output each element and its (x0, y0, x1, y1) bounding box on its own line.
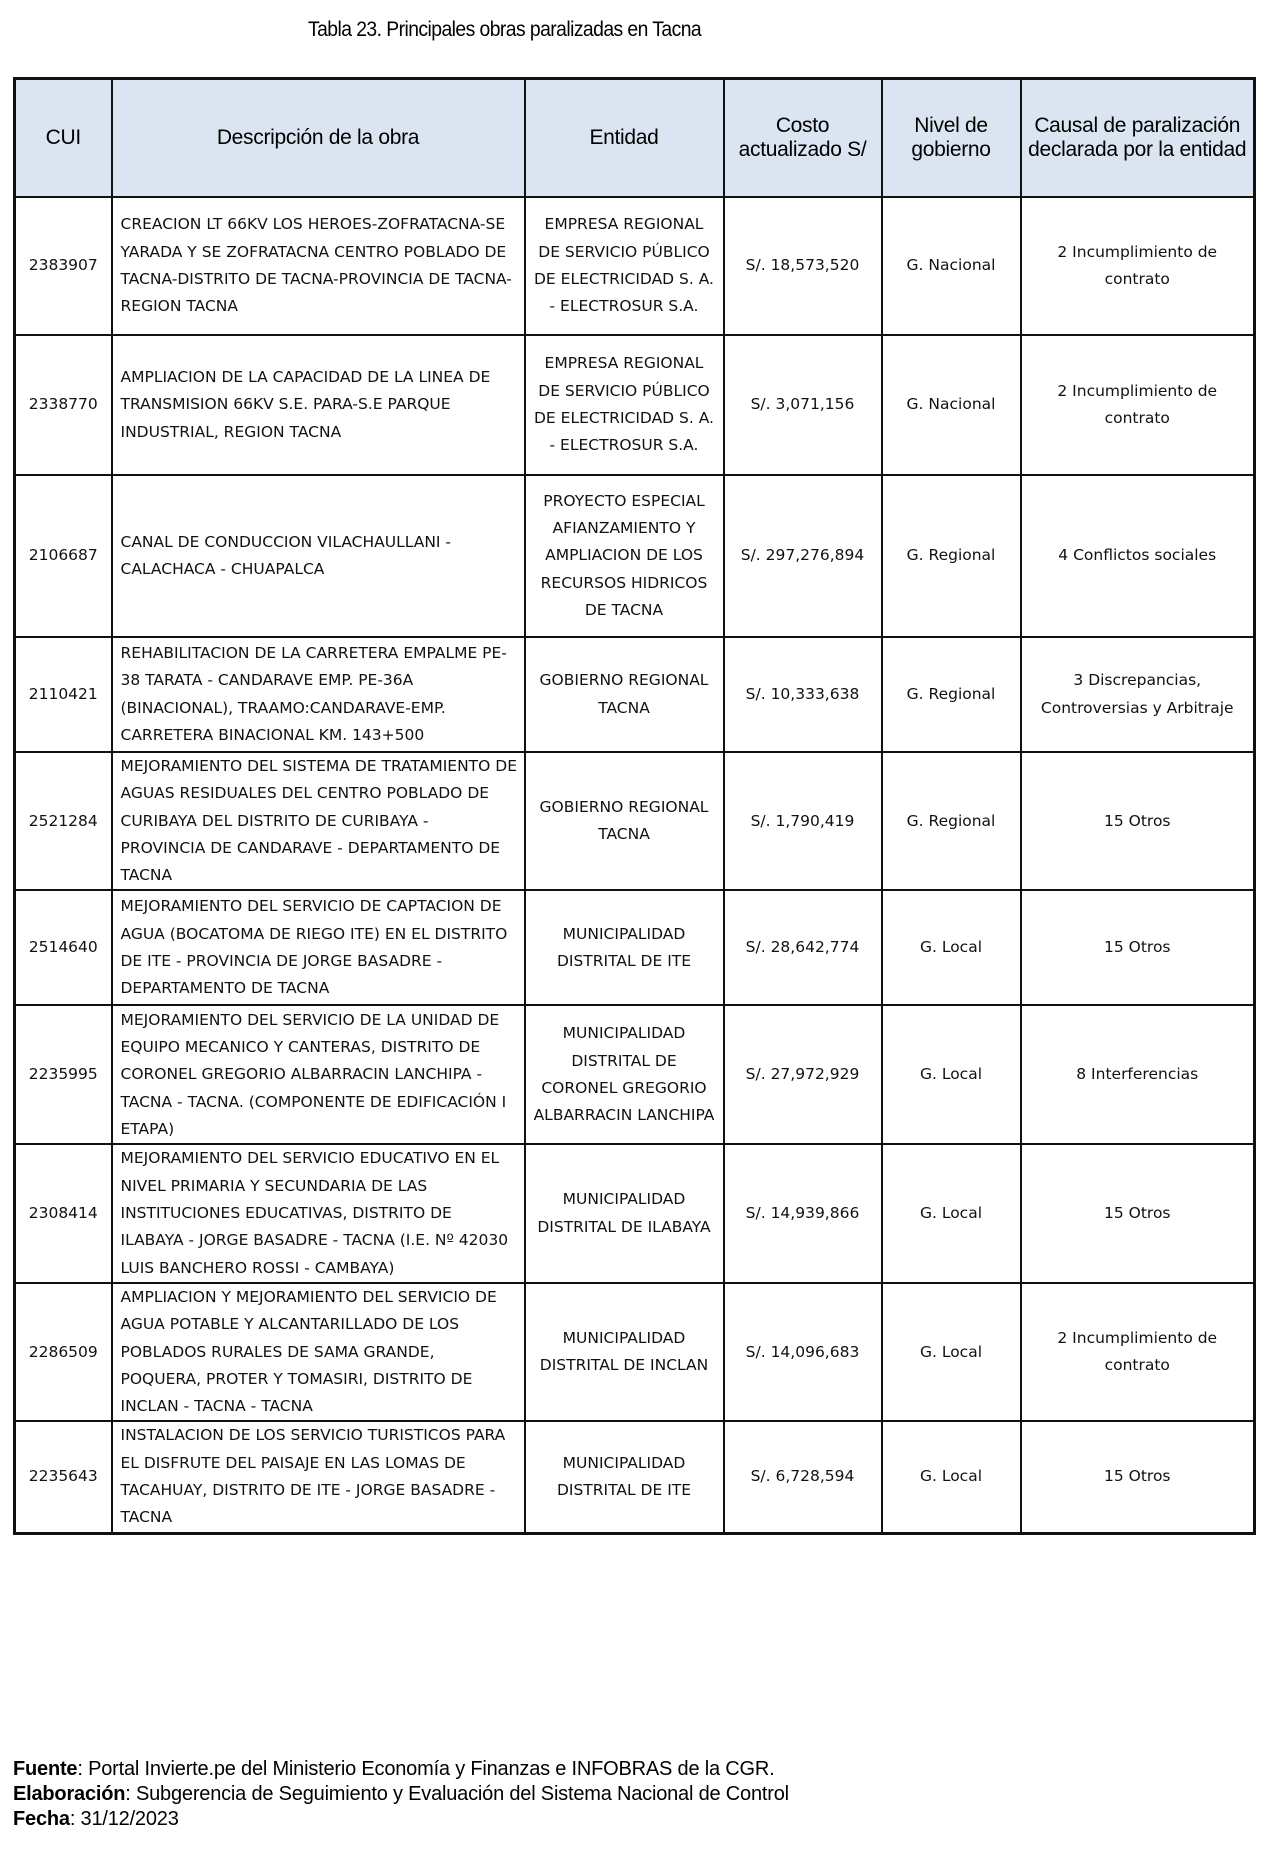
cell-entidad: MUNICIPALIDAD DISTRITAL DE ILABAYA (525, 1144, 724, 1282)
cell-entidad: MUNICIPALIDAD DISTRITAL DE INCLAN (525, 1283, 724, 1421)
table-row (15, 752, 1255, 890)
table-row (15, 1421, 1255, 1533)
cell-entidad: MUNICIPALIDAD DISTRITAL DE ITE (525, 890, 724, 1005)
cell-costo: S/. 10,333,638 (724, 637, 882, 752)
cell-causal: 2 Incumplimiento de contrato (1021, 335, 1255, 475)
cell-causal: 8 Interferencias (1021, 1005, 1255, 1144)
cell-descripcion: REHABILITACION DE LA CARRETERA EMPALME PE-38 TARATA - CANDARAVE EMP. PE-36A (BINACIONAL), TRAAMO:CANDARAVE-EMP. CARRETERA BINACIONAL KM. 143+500 (112, 637, 525, 752)
cell-descripcion: CANAL DE CONDUCCION VILACHAULLANI - CALACHACA - CHUAPALCA (112, 475, 525, 637)
elaboracion-label: Elaboración (13, 1783, 126, 1805)
cell-cui: 2383907 (15, 197, 112, 335)
cell-causal: 15 Otros (1021, 890, 1255, 1005)
cell-costo: S/. 14,096,683 (724, 1283, 882, 1421)
cell-entidad: PROYECTO ESPECIAL AFIANZAMIENTO Y AMPLIACION DE LOS RECURSOS HIDRICOS DE TACNA (525, 475, 724, 637)
table-row (15, 197, 1255, 335)
cell-cui: 2338770 (15, 335, 112, 475)
cell-entidad: EMPRESA REGIONAL DE SERVICIO PÚBLICO DE ELECTRICIDAD S. A. - ELECTROSUR S.A. (525, 197, 724, 335)
cell-entidad: MUNICIPALIDAD DISTRITAL DE ITE (525, 1421, 724, 1533)
cell-descripcion: MEJORAMIENTO DEL SERVICIO EDUCATIVO EN EL NIVEL PRIMARIA Y SECUNDARIA DE LAS INSTITUCIONES EDUCATIVAS, DISTRITO DE ILABAYA - JORGE BASADRE - TACNA (I.E. Nº 42030 LUIS BANCHERO ROSSI - CAMBAYA) (112, 1144, 525, 1282)
cell-nivel: G. Local (882, 1283, 1021, 1421)
cell-cui: 2106687 (15, 475, 112, 637)
table-row (15, 637, 1255, 752)
cell-costo: S/. 6,728,594 (724, 1421, 882, 1533)
header-cui: CUI (15, 79, 112, 198)
table-header-row (15, 79, 1255, 198)
header-entidad: Entidad (525, 79, 724, 198)
table-footer (13, 1757, 789, 1832)
table-row (15, 890, 1255, 1005)
cell-entidad: EMPRESA REGIONAL DE SERVICIO PÚBLICO DE ELECTRICIDAD S. A. - ELECTROSUR S.A. (525, 335, 724, 475)
cell-causal: 3 Discrepancias, Controversias y Arbitraje (1021, 637, 1255, 752)
cell-descripcion: MEJORAMIENTO DEL SERVICIO DE CAPTACION DE AGUA (BOCATOMA DE RIEGO ITE) EN EL DISTRITO DE ITE - PROVINCIA DE JORGE BASADRE - DEPARTAMENTO DE TACNA (112, 890, 525, 1005)
paralyzed-works-table (13, 77, 1256, 1535)
cell-nivel: G. Local (882, 1144, 1021, 1282)
cell-costo: S/. 27,972,929 (724, 1005, 882, 1144)
header-descripcion: Descripción de la obra (112, 79, 525, 198)
table-row (15, 475, 1255, 637)
cell-cui: 2235995 (15, 1005, 112, 1144)
footer-fecha (13, 1807, 789, 1832)
cell-causal: 15 Otros (1021, 1421, 1255, 1533)
table-row (15, 335, 1255, 475)
cell-descripcion: INSTALACION DE LOS SERVICIO TURISTICOS PARA EL DISFRUTE DEL PAISAJE EN LAS LOMAS DE TACAHUAY, DISTRITO DE ITE - JORGE BASADRE - TACNA (112, 1421, 525, 1533)
cell-cui: 2110421 (15, 637, 112, 752)
cell-costo: S/. 297,276,894 (724, 475, 882, 637)
cell-nivel: G. Regional (882, 637, 1021, 752)
cell-costo: S/. 3,071,156 (724, 335, 882, 475)
cell-costo: S/. 14,939,866 (724, 1144, 882, 1282)
cell-causal: 15 Otros (1021, 752, 1255, 890)
cell-costo: S/. 1,790,419 (724, 752, 882, 890)
cell-descripcion: AMPLIACION DE LA CAPACIDAD DE LA LINEA DE TRANSMISION 66KV S.E. PARA-S.E PARQUE INDUSTRIAL, REGION TACNA (112, 335, 525, 475)
cell-descripcion: CREACION LT 66KV LOS HEROES-ZOFRATACNA-SE YARADA Y SE ZOFRATACNA CENTRO POBLADO DE TACNA-DISTRITO DE TACNA-PROVINCIA DE TACNA-REGION TACNA (112, 197, 525, 335)
fecha-label: Fecha (13, 1808, 70, 1830)
cell-nivel: G. Nacional (882, 197, 1021, 335)
cell-cui: 2286509 (15, 1283, 112, 1421)
header-nivel: Nivel de gobierno (882, 79, 1021, 198)
cell-causal: 4 Conflictos sociales (1021, 475, 1255, 637)
fuente-text: : Portal Invierte.pe del Ministerio Economía y Finanzas e INFOBRAS de la CGR. (77, 1758, 775, 1780)
table-row (15, 1005, 1255, 1144)
cell-nivel: G. Local (882, 1005, 1021, 1144)
cell-descripcion: AMPLIACION Y MEJORAMIENTO DEL SERVICIO DE AGUA POTABLE Y ALCANTARILLADO DE LOS POBLADOS RURALES DE SAMA GRANDE, POQUERA, PROTER Y TOMASIRI, DISTRITO DE INCLAN - TACNA - TACNA (112, 1283, 525, 1421)
cell-cui: 2235643 (15, 1421, 112, 1533)
cell-costo: S/. 28,642,774 (724, 890, 882, 1005)
cell-descripcion: MEJORAMIENTO DEL SERVICIO DE LA UNIDAD DE EQUIPO MECANICO Y CANTERAS, DISTRITO DE CORONEL GREGORIO ALBARRACIN LANCHIPA - TACNA - TACNA. (COMPONENTE DE EDIFICACIÓN I ETAPA) (112, 1005, 525, 1144)
header-causal: Causal de paralización declarada por la entidad (1021, 79, 1255, 198)
cell-nivel: G. Nacional (882, 335, 1021, 475)
elaboracion-text: : Subgerencia de Seguimiento y Evaluación del Sistema Nacional de Control (125, 1783, 789, 1805)
footer-fuente (13, 1757, 789, 1782)
fecha-text: : 31/12/2023 (69, 1808, 179, 1830)
cell-entidad: GOBIERNO REGIONAL TACNA (525, 637, 724, 752)
cell-nivel: G. Regional (882, 752, 1021, 890)
cell-entidad: GOBIERNO REGIONAL TACNA (525, 752, 724, 890)
cell-cui: 2308414 (15, 1144, 112, 1282)
cell-entidad: MUNICIPALIDAD DISTRITAL DE CORONEL GREGORIO ALBARRACIN LANCHIPA (525, 1005, 724, 1144)
cell-cui: 2521284 (15, 752, 112, 890)
cell-causal: 2 Incumplimiento de contrato (1021, 1283, 1255, 1421)
cell-nivel: G. Local (882, 1421, 1021, 1533)
cell-costo: S/. 18,573,520 (724, 197, 882, 335)
cell-causal: 15 Otros (1021, 1144, 1255, 1282)
footer-elaboracion (13, 1782, 789, 1807)
cell-causal: 2 Incumplimiento de contrato (1021, 197, 1255, 335)
header-costo: Costo actualizado S/ (724, 79, 882, 198)
table-row (15, 1144, 1255, 1282)
cell-descripcion: MEJORAMIENTO DEL SISTEMA DE TRATAMIENTO DE AGUAS RESIDUALES DEL CENTRO POBLADO DE CURIBAYA DEL DISTRITO DE CURIBAYA - PROVINCIA DE CANDARAVE - DEPARTAMENTO DE TACNA (112, 752, 525, 890)
table-title: Tabla 23. Principales obras paralizadas en Tacna (308, 18, 702, 41)
fuente-label: Fuente (13, 1758, 78, 1780)
table-row (15, 1283, 1255, 1421)
cell-nivel: G. Local (882, 890, 1021, 1005)
cell-nivel: G. Regional (882, 475, 1021, 637)
cell-cui: 2514640 (15, 890, 112, 1005)
